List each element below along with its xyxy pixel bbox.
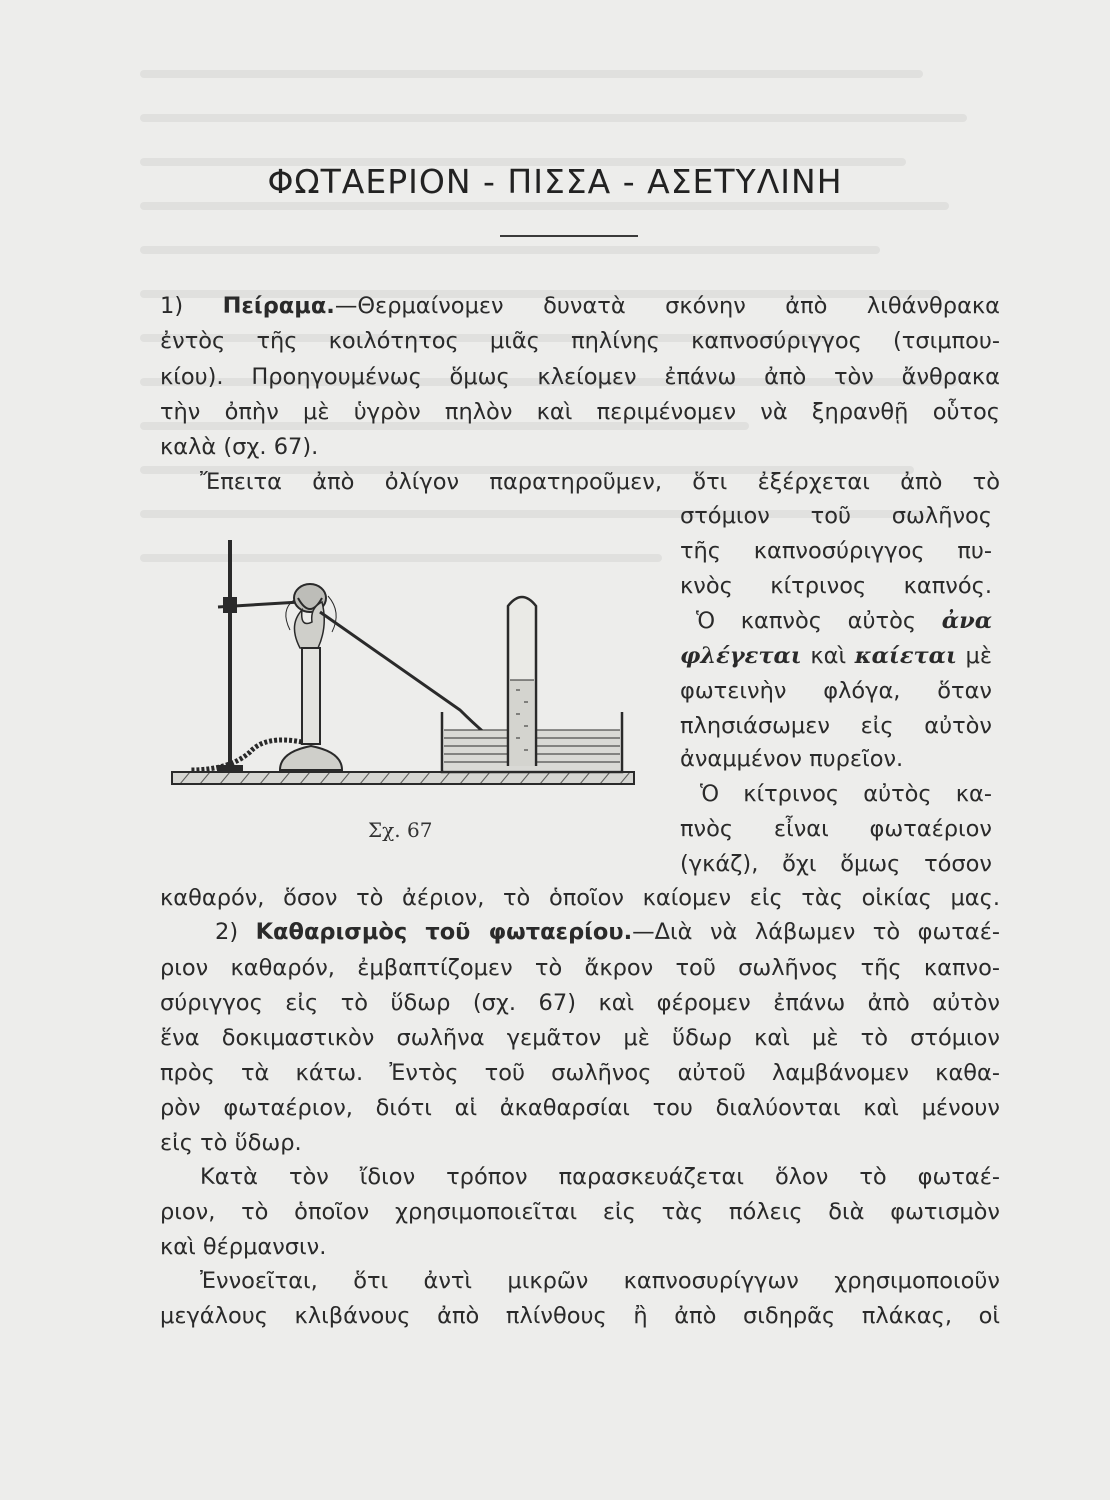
- p1-line-7: καθαρόν, ὅσον τὸ ἀέριον, τὸ ὁποῖον καίομεν εἰς τὰς οἰκίας μας.: [160, 885, 1000, 911]
- p1-right-5-and: καὶ: [810, 643, 847, 669]
- p3-line-3: καὶ θέρμανσιν.: [160, 1234, 327, 1260]
- p2-line-4: ἕνα δοκιμαστικὸν σωλῆνα γεμᾶτον μὲ ὕδωρ καὶ μὲ τὸ στόμιον: [160, 1025, 1000, 1051]
- page-title: ΦΩΤΑΕΡΙΟΝ - ΠΙΣΣΑ - ΑΣΕΤΥΛΙΝΗ: [267, 162, 843, 201]
- p2-line-1: [215, 918, 1000, 946]
- p1-line-4: τὴν ὀπὴν μὲ ὑγρὸν πηλὸν καὶ περιμένομεν νὰ ξηρανθῇ οὗτος: [160, 399, 1000, 425]
- p1-right-6: φωτεινὴν φλόγα, ὅταν: [680, 678, 992, 704]
- p3-line-2: ριον, τὸ ὁποῖον χρησιμοποιεῖται εἰς τὰς πόλεις διὰ φωτισμὸν: [160, 1199, 1000, 1225]
- p1-line-1: [160, 292, 1000, 320]
- p4-line-1: Ἐννοεῖται, ὅτι ἀντὶ μικρῶν καπνοσυρίγγων χρησιμοποιοῦν: [200, 1268, 1000, 1294]
- p1-right-4-text: Ὁ καπνὸς αὐτὸς: [696, 608, 917, 634]
- p1-right-9: Ὁ κίτρινος αὐτὸς κα-: [700, 781, 992, 807]
- p1-number: 1): [160, 293, 184, 319]
- p2-number: 2): [215, 919, 239, 945]
- p1-right-4-emph: ἀνα: [941, 608, 993, 634]
- p1-heading: Πείραμα.: [222, 293, 335, 319]
- p1-right-2: τῆς καπνοσύριγγος πυ-: [680, 538, 992, 564]
- p2-heading: Καθαρισμὸς τοῦ φωταερίου.: [255, 919, 633, 945]
- p1-line-1-text: —Θερμαίνομεν δυνατὰ σκόνην ἀπὸ λιθάνθρακα: [334, 293, 1000, 319]
- p1-right-5: [680, 642, 992, 670]
- p2-line-3: σύριγγος εἰς τὸ ὕδωρ (σχ. 67) καὶ φέρομεν ἐπάνω ἀπὸ αὐτὸν: [160, 990, 1000, 1016]
- title-divider: [500, 235, 638, 237]
- figure-67-apparatus: [160, 530, 645, 810]
- p4-line-2: μεγάλους κλιβάνους ἀπὸ πλίνθους ἢ ἀπὸ σιδηρᾶς πλάκας, οἱ: [160, 1303, 1000, 1329]
- p1-right-3: κνὸς κίτρινος καπνός.: [680, 573, 992, 599]
- p1-right-5-emph-a: φλέγεται: [680, 643, 802, 669]
- p2-line-1-text: —Διὰ νὰ λάβωμεν τὸ φωταέ-: [632, 919, 1000, 945]
- p1-line-5: καλὰ (σχ. 67).: [160, 434, 319, 460]
- p1-line-3: κίου). Προηγουμένως ὅμως κλείομεν ἐπάνω ἀπὸ τὸν ἄνθρακα: [160, 364, 1000, 390]
- p2-line-6: ρὸν φωταέριον, διότι αἱ ἀκαθαρσίαι του διαλύονται καὶ μένουν: [160, 1095, 1000, 1121]
- p1-right-11: (γκάζ), ὄχι ὅμως τόσον: [680, 851, 992, 877]
- p1-right-7: πλησιάσωμεν εἰς αὐτὸν: [680, 713, 992, 739]
- p2-line-7: εἰς τὸ ὕδωρ.: [160, 1130, 302, 1156]
- figure-caption: Σχ. 67: [368, 818, 433, 842]
- p1-right-8: ἀναμμένον πυρεῖον.: [680, 746, 904, 772]
- p1-right-5-emph-b: καίεται: [854, 643, 957, 669]
- p1-right-10: πνὸς εἶναι φωταέριον: [680, 816, 992, 842]
- p3-line-1: Κατὰ τὸν ἴδιον τρόπον παρασκευάζεται ὅλον τὸ φωταέ-: [200, 1164, 1000, 1190]
- p1-right-4: [696, 607, 992, 635]
- p1-line-6: Ἔπειτα ἀπὸ ὀλίγον παρατηροῦμεν, ὅτι ἐξέρχεται ἀπὸ τὸ: [200, 469, 1000, 495]
- p1-line-2: ἐντὸς τῆς κοιλότητος μιᾶς πηλίνης καπνοσύριγγος (τσιμπου-: [160, 328, 1000, 354]
- p2-line-2: ριον καθαρόν, ἐμβαπτίζομεν τὸ ἄκρον τοῦ σωλῆνος τῆς καπνο-: [160, 955, 1000, 981]
- p1-right-1: στόμιον τοῦ σωλῆνος: [680, 503, 992, 529]
- p2-line-5: πρὸς τὰ κάτω. Ἐντὸς τοῦ σωλῆνος αὐτοῦ λαμβάνομεν καθα-: [160, 1060, 1000, 1086]
- p1-right-5-with: μὲ: [965, 643, 992, 669]
